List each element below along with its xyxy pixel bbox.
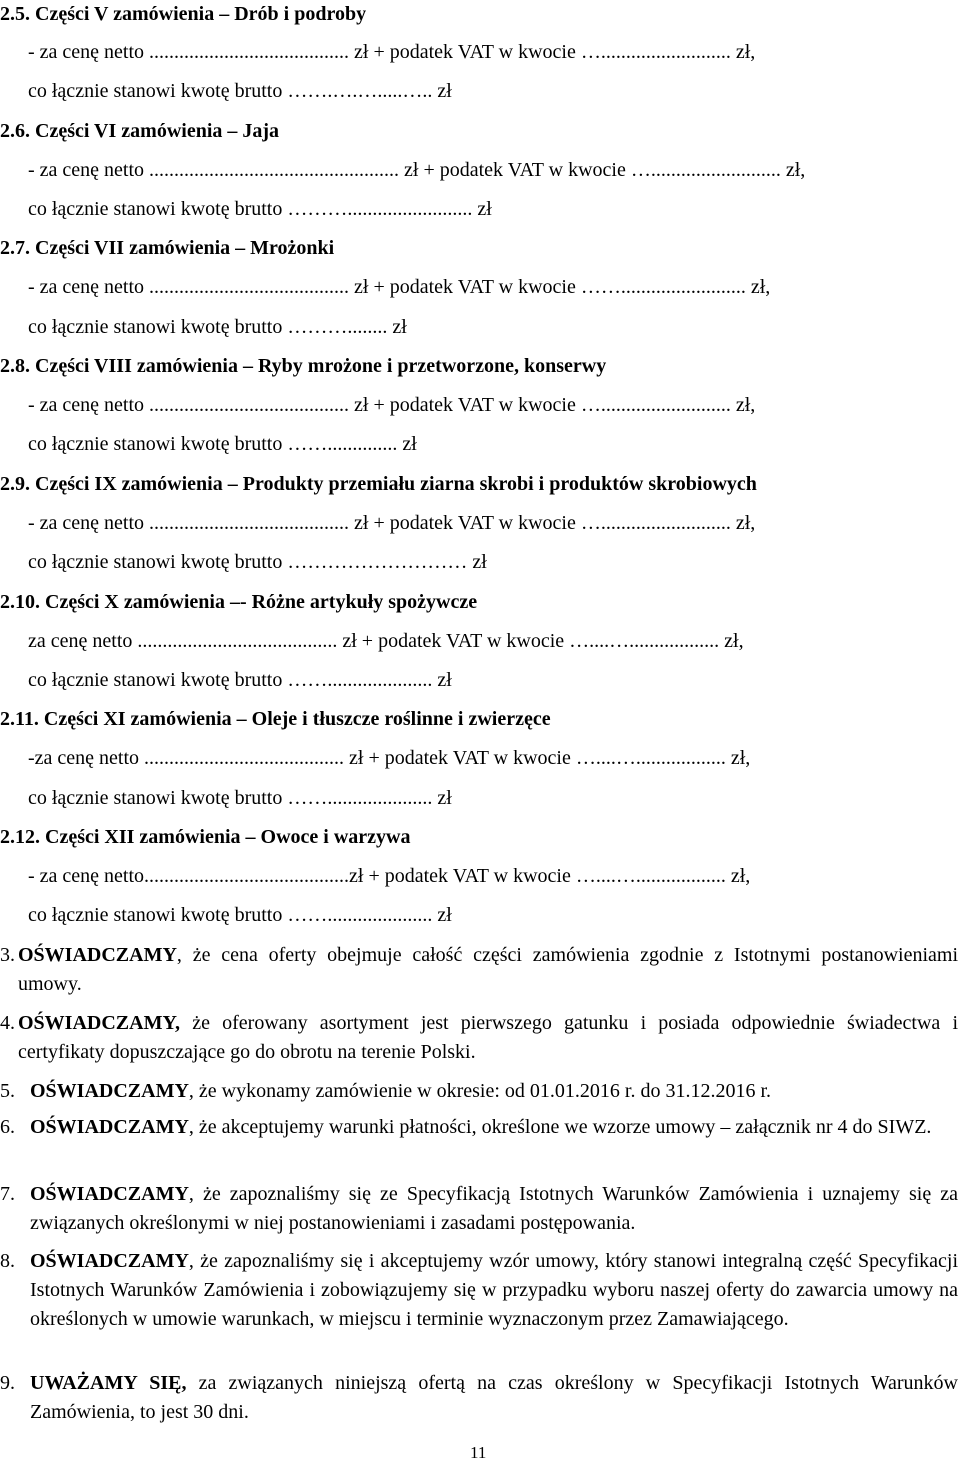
gross-price-line: co łącznie stanowi kwotę brutto ………........ zł (28, 316, 407, 338)
net-price-line: - za cenę netto ........................................ zł + podatek VAT w kwocie ….......................... zł, (28, 41, 756, 63)
declaration-4: OŚWIADCZAMY, że oferowany asortyment jest pierwszego gatunku i posiada odpowiednie świadectwa i certyfikaty dopuszczające go do obrotu na terenie Polski. (18, 1012, 958, 1063)
net-price-line: - za cenę netto ........................................ zł + podatek VAT w kwocie ……......................... zł, (28, 276, 771, 298)
section-heading: 2.11. Części XI zamówienia – Oleje i tłuszcze roślinne i zwierzęce (0, 708, 551, 730)
net-price-line: - za cenę netto.........................................zł + podatek VAT w kwocie …....….................. zł, (28, 865, 751, 887)
declaration-5: OŚWIADCZAMY, że wykonamy zamówienie w okresie: od 01.01.2016 r. do 31.12.2016 r. (30, 1080, 772, 1102)
declaration-number: 7. (0, 1183, 15, 1205)
declaration-6: OŚWIADCZAMY, że akceptujemy warunki płatności, określone we wzorze umowy – załącznik nr 4 do SIWZ. (30, 1116, 932, 1138)
gross-price-line: co łącznie stanowi kwotę brutto ……..................... zł (28, 904, 452, 926)
declaration-9: UWAŻAMY SIĘ, za związanych niniejszą ofertą na czas określony w Specyfikacji Istotnych Warunków Zamówienia, to jest 30 dni. (30, 1372, 958, 1423)
gross-price-line: co łącznie stanowi kwotę brutto …….….….....….. zł (28, 80, 452, 102)
net-price-line: - za cenę netto .................................................. zł + podatek VAT w kwocie ….......................... zł, (28, 159, 806, 181)
gross-price-line: co łącznie stanowi kwotę brutto …….............. zł (28, 433, 417, 455)
gross-price-line: co łącznie stanowi kwotę brutto ……………………… zł (28, 551, 487, 573)
declaration-number: 8. (0, 1250, 15, 1272)
net-price-line: - za cenę netto ........................................ zł + podatek VAT w kwocie ….......................... zł, (28, 394, 756, 416)
section-heading: 2.6. Części VI zamówienia – Jaja (0, 120, 280, 142)
section-heading: 2.5. Części V zamówienia – Drób i podroby (0, 3, 367, 25)
declaration-3: OŚWIADCZAMY, że cena oferty obejmuje całość części zamówienia zgodnie z Istotnymi postanowieniami umowy. (18, 944, 958, 995)
net-price-line: - za cenę netto ........................................ zł + podatek VAT w kwocie ….......................... zł, (28, 512, 756, 534)
declaration-number: 5. (0, 1080, 15, 1102)
section-heading: 2.12. Części XII zamówienia – Owoce i warzywa (0, 826, 411, 848)
section-heading: 2.10. Części X zamówienia –- Różne artykuły spożywcze (0, 591, 478, 613)
declaration-8: OŚWIADCZAMY, że zapoznaliśmy się i akceptujemy wzór umowy, który stanowi integralną część Specyfikacji Istotnych Warunków Zamówienia i zobowiązujemy się w przypadku wyboru naszej oferty do zawarcia umowy na określonych w umowie warunkach, w miejscu i terminie wyznaczonym przez Zamawiającego. (30, 1250, 958, 1330)
declaration-7: OŚWIADCZAMY, że zapoznaliśmy się ze Specyfikacją Istotnych Warunków Zamówienia i uznajemy się za związanych określonymi w niej postanowieniami i zasadami postępowania. (30, 1183, 958, 1234)
gross-price-line: co łącznie stanowi kwotę brutto ………......................... zł (28, 198, 492, 220)
declaration-number: 6. (0, 1116, 15, 1138)
declaration-number: 3. (0, 944, 15, 966)
declaration-number: 9. (0, 1372, 15, 1394)
section-heading: 2.9. Części IX zamówienia – Produkty przemiału ziarna skrobi i produktów skrobiowych (0, 473, 757, 495)
page-number: 11 (470, 1443, 487, 1462)
net-price-line: za cenę netto ........................................ zł + podatek VAT w kwocie …....….................. zł, (28, 630, 744, 652)
gross-price-line: co łącznie stanowi kwotę brutto ……..................... zł (28, 669, 452, 691)
section-heading: 2.8. Części VIII zamówienia – Ryby mrożone i przetworzone, konserwy (0, 355, 607, 377)
section-heading: 2.7. Części VII zamówienia – Mrożonki (0, 237, 335, 259)
net-price-line: -za cenę netto ........................................ zł + podatek VAT w kwocie …....….................. zł, (28, 747, 751, 769)
gross-price-line: co łącznie stanowi kwotę brutto ……..................... zł (28, 787, 452, 809)
declaration-number: 4. (0, 1012, 15, 1034)
